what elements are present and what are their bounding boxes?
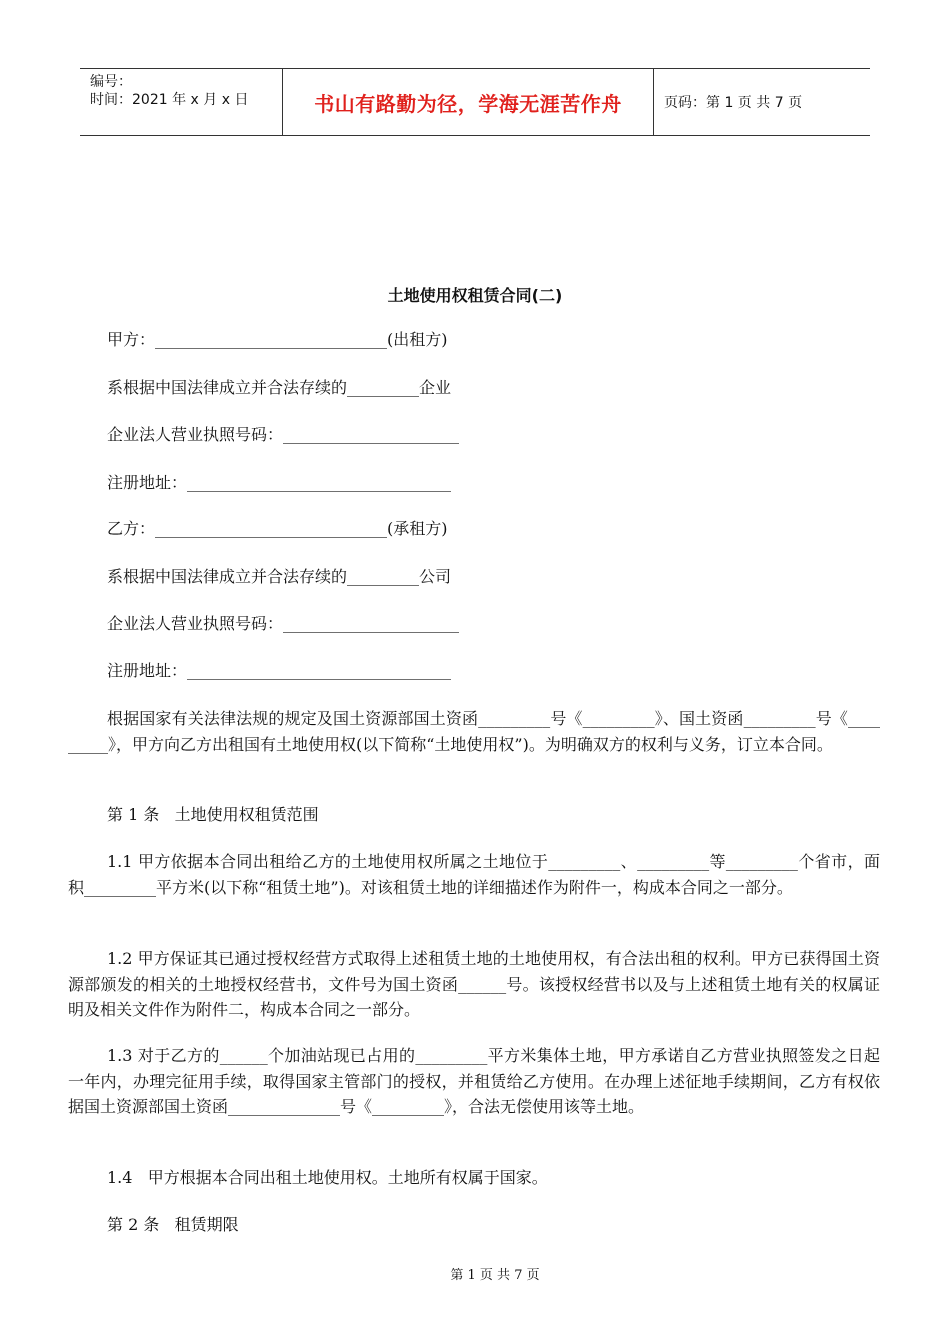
article-1-title: 第 1 条 土地使用权租赁范围 <box>107 805 319 824</box>
party-b-address-line: 注册地址：_________________________________ <box>107 661 452 680</box>
header-meta <box>80 69 282 135</box>
party-a-line: 甲方：_____________________________(出租方) <box>107 330 448 349</box>
clause-1-3: 1.3 对于乙方的______个加油站现已占用的_________平方米集体土地，甲方承诺自乙方营业执照签发之日起一年内，办理完征用手续，取得国家主管部门的授权，并租赁给乙方使用。在办理上述征地手续期间，乙方有权依据国土资源部国土资函______________号《_________》，合法无偿使用该等土地。 <box>68 1046 880 1116</box>
document-number-label: 编号： <box>90 74 132 90</box>
footer-page-info: 第 1 页 共 7 页 <box>450 1268 540 1283</box>
clause-1-4: 1.4 甲方根据本合同出租土地使用权。土地所有权属于国家。 <box>107 1168 548 1187</box>
header-motto-cell <box>282 69 654 135</box>
clause-1-1: 1.1 甲方依据本合同出租给乙方的土地使用权所属之土地位于_________、_________等_________个省市，面积_________平方米(以下称“租赁土地”)。对该租赁土地的详细描述作为附件一，构成本合同之一部分。 <box>68 852 880 897</box>
party-b-license-line: 企业法人营业执照号码：______________________ <box>107 614 460 633</box>
document-title: 土地使用权租赁合同(二) <box>387 286 563 305</box>
header-page-cell <box>654 69 870 135</box>
party-a-address-line: 注册地址：_________________________________ <box>107 473 452 492</box>
intro-paragraph: 根据国家有关法律法规的规定及国土资源部国土资函_________号《_________》、国土资函_________号《_________》，甲方向乙方出租国有土地使用权(以下简称“土地使用权”)。为明确双方的权利与义务，订立本合同。 <box>68 709 880 754</box>
header-page-label: 页码：第 1 页 共 7 页 <box>664 95 803 111</box>
clause-1-2: 1.2 甲方保证其已通过授权经营方式取得上述租赁土地的土地使用权，有合法出租的权利。甲方已获得国土资源部颁发的相关的土地授权经营书，文件号为国土资函______号。该授权经营书以及与上述租赁土地有关的权属证明及相关文件作为附件二，构成本合同之一部分。 <box>68 949 880 1019</box>
article-2-title: 第 2 条 租赁期限 <box>107 1215 239 1234</box>
motto-text: 书山有路勤为径，学海无涯苦作舟 <box>314 91 622 116</box>
header-table <box>80 68 870 136</box>
party-a-entity-line: 系根据中国法律成立并合法存续的_________企业 <box>107 378 452 397</box>
party-a-license-line: 企业法人营业执照号码：______________________ <box>107 425 460 444</box>
document-time-label: 时间：2021 年 x 月 x 日 <box>90 92 249 108</box>
party-b-entity-line: 系根据中国法律成立并合法存续的_________公司 <box>107 567 452 586</box>
party-b-line: 乙方：_____________________________(承租方) <box>107 519 448 538</box>
